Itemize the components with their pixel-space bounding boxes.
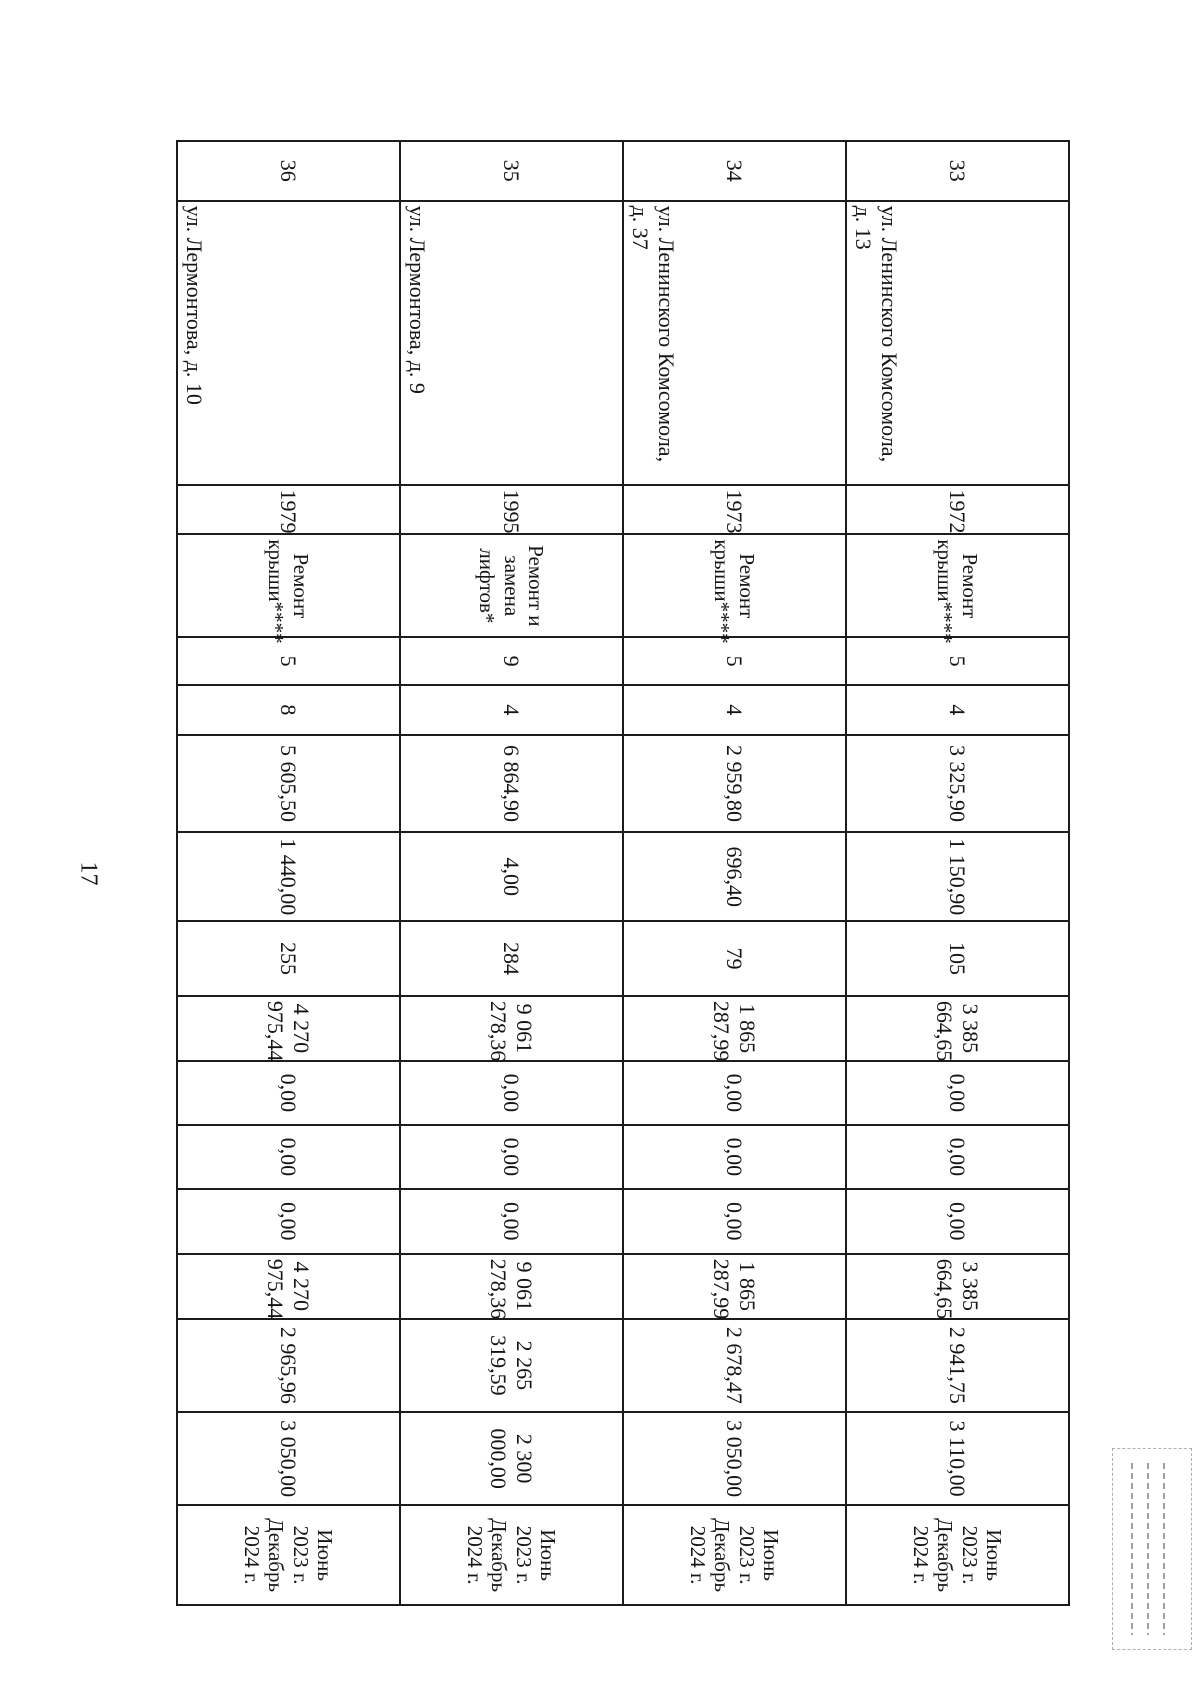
cost-total: 3 385 664,65	[846, 996, 1069, 1061]
cost-source-3: 0,00	[177, 1189, 400, 1254]
table-row	[177, 141, 400, 1605]
cost-source-2: 0,00	[177, 1125, 400, 1189]
period-end: Декабрь 2024 г.	[686, 1518, 735, 1593]
cost-source-1: 0,00	[623, 1061, 846, 1125]
table-row	[846, 141, 1069, 1605]
repair-register-table	[176, 140, 1070, 1606]
construction-year: 1973	[623, 485, 846, 535]
row-number: 36	[177, 141, 400, 201]
work-type: Ремонт крыши****	[623, 534, 846, 637]
period-start: Июнь 2023 г.	[734, 1525, 783, 1585]
unit-cost-limit: 3 050,00	[623, 1412, 846, 1505]
cost-source-3: 0,00	[400, 1189, 623, 1254]
floors: 9	[400, 637, 623, 685]
cost-total: 4 270 975,44	[177, 996, 400, 1061]
work-type: Ремонт крыши****	[177, 534, 400, 637]
cost-source-3: 0,00	[846, 1189, 1069, 1254]
period-end: Декабрь 2024 г.	[240, 1518, 289, 1593]
row-number: 33	[846, 141, 1069, 201]
unit-cost: 2 265 319,59	[400, 1319, 623, 1412]
work-area: 696,40	[623, 832, 846, 921]
stamp-line	[1131, 1463, 1133, 1635]
cost-total: 9 061 278,36	[400, 996, 623, 1061]
floors: 5	[623, 637, 846, 685]
period-start: Июнь 2023 г.	[957, 1525, 1006, 1585]
cost-total: 1 865 287,99	[623, 996, 846, 1061]
period-end: Декабрь 2024 г.	[909, 1518, 958, 1593]
entrances: 4	[623, 685, 846, 735]
cost-fund: 9 061 278,36	[400, 1254, 623, 1319]
stamp-line	[1147, 1463, 1149, 1635]
page-number: 17	[75, 861, 102, 886]
work-area: 1 440,00	[177, 832, 400, 921]
house-address: ул. Ленинского Комсомола, д. 37	[623, 201, 846, 485]
period-start: Июнь 2023 г.	[288, 1525, 337, 1585]
work-area: 1 150,90	[846, 832, 1069, 921]
work-area: 4,00	[400, 832, 623, 921]
cost-source-2: 0,00	[623, 1125, 846, 1189]
register-table-wrapper	[176, 140, 1070, 1606]
unit-cost: 2 941,75	[846, 1319, 1069, 1412]
row-number: 34	[623, 141, 846, 201]
cost-source-2: 0,00	[846, 1125, 1069, 1189]
residents-count: 284	[400, 921, 623, 996]
work-type: Ремонт крыши****	[846, 534, 1069, 637]
period-end: Декабрь 2024 г.	[463, 1518, 512, 1593]
table-row	[400, 141, 623, 1605]
rotated-table	[176, 140, 1070, 1606]
house-address: ул. Лермонтова, д. 10	[177, 201, 400, 485]
entrances: 4	[400, 685, 623, 735]
completion-period	[623, 1505, 846, 1605]
construction-year: 1979	[177, 485, 400, 535]
construction-year: 1995	[400, 485, 623, 535]
entrances: 4	[846, 685, 1069, 735]
residents-count: 105	[846, 921, 1069, 996]
unit-cost: 2 678,47	[623, 1319, 846, 1412]
total-area: 6 864,90	[400, 735, 623, 833]
cost-fund: 4 270 975,44	[177, 1254, 400, 1319]
floors: 5	[177, 637, 400, 685]
cost-source-1: 0,00	[846, 1061, 1069, 1125]
work-type: Ремонт и замена лифтов*	[400, 534, 623, 637]
house-address: ул. Ленинского Комсомола, д. 13	[846, 201, 1069, 485]
cost-source-1: 0,00	[400, 1061, 623, 1125]
unit-cost-limit: 3 110,00	[846, 1412, 1069, 1505]
cost-source-1: 0,00	[177, 1061, 400, 1125]
completion-period	[400, 1505, 623, 1605]
official-stamp	[1112, 1448, 1192, 1650]
total-area: 5 605,50	[177, 735, 400, 833]
period-start: Июнь 2023 г.	[511, 1525, 560, 1585]
unit-cost-limit: 3 050,00	[177, 1412, 400, 1505]
residents-count: 255	[177, 921, 400, 996]
stamp-line	[1163, 1463, 1165, 1635]
cost-fund: 3 385 664,65	[846, 1254, 1069, 1319]
residents-count: 79	[623, 921, 846, 996]
cost-source-3: 0,00	[623, 1189, 846, 1254]
unit-cost-limit: 2 300 000,00	[400, 1412, 623, 1505]
construction-year: 1972	[846, 485, 1069, 535]
entrances: 8	[177, 685, 400, 735]
floors: 5	[846, 637, 1069, 685]
house-address: ул. Лермонтова, д. 9	[400, 201, 623, 485]
completion-period	[177, 1505, 400, 1605]
unit-cost: 2 965,96	[177, 1319, 400, 1412]
total-area: 3 325,90	[846, 735, 1069, 833]
cost-source-2: 0,00	[400, 1125, 623, 1189]
completion-period	[846, 1505, 1069, 1605]
cost-fund: 1 865 287,99	[623, 1254, 846, 1319]
total-area: 2 959,80	[623, 735, 846, 833]
row-number: 35	[400, 141, 623, 201]
table-row	[623, 141, 846, 1605]
